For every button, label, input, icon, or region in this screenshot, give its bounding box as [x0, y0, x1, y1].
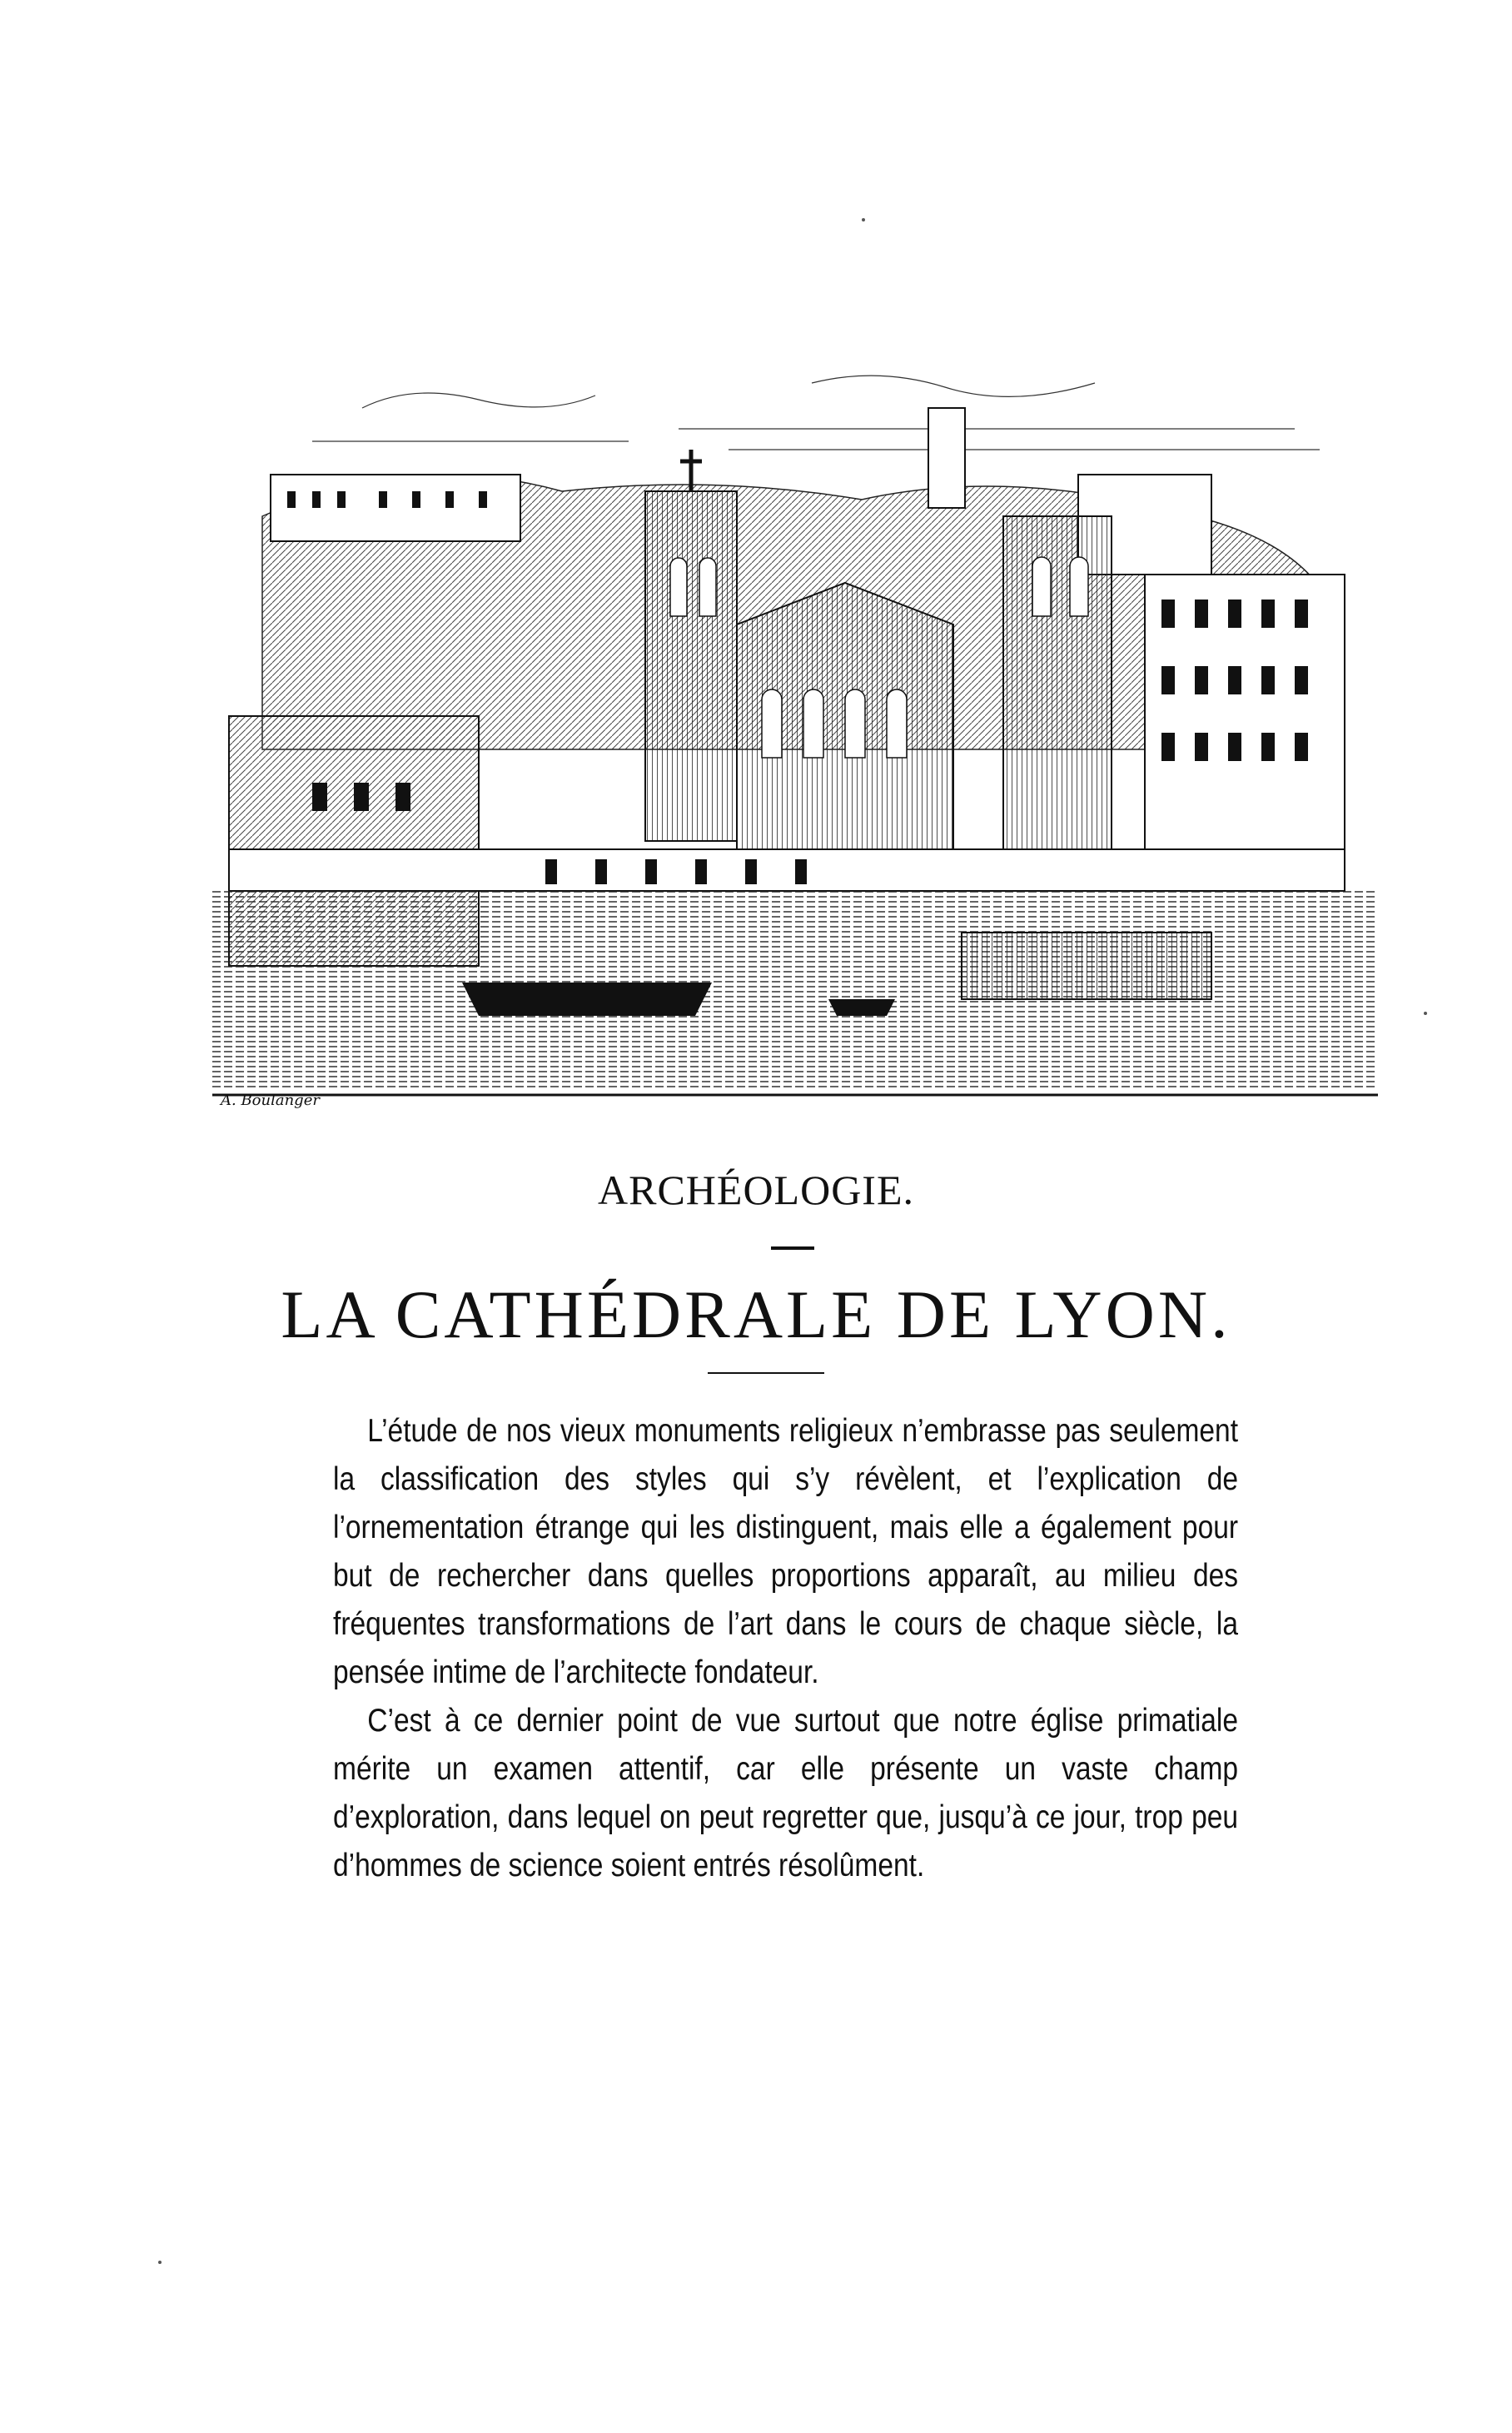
cathedral-left-tower	[645, 491, 737, 841]
article-body	[333, 1407, 1238, 1890]
engraver-signature: A. Boulanger	[221, 1092, 320, 1109]
quay-wall	[229, 849, 1345, 891]
paragraph: L’étude de nos vieux monuments religieux n’embrasse pas seulement la classification des styles qui s’y révèlent, et l’explication de l’ornementation étrange qui les distinguent, mais elle a également pour but de rechercher dans quelles proportions apparaît, au milieu des fréquentes transformations de l’art dans le cours de chaque siècle, la pensée intime de l’architecte fondateur.	[333, 1413, 1239, 1690]
distant-tower	[928, 408, 965, 508]
paragraph: C’est à ce dernier point de vue surtout que notre église primatiale mérite un examen attentif, car elle présente un vaste champ d’exploration, dans lequel on peut regretter que, jusqu’à ce jour, trop peu d’hommes de science soient entrés résolûment.	[333, 1703, 1239, 1883]
page-title: LA CATHÉDRALE DE LYON.	[281, 1276, 1231, 1352]
short-rule	[771, 1246, 814, 1250]
boat-left	[462, 983, 712, 1016]
ink-speck	[862, 218, 865, 221]
ink-speck	[158, 2261, 162, 2264]
title-rule	[708, 1372, 824, 1374]
boat-small	[828, 999, 895, 1016]
section-heading: ARCHÉOLOGIE.	[597, 1167, 915, 1213]
cathedral-right-tower	[1003, 516, 1112, 849]
floating-wash-house	[962, 933, 1211, 999]
engraving-drawing	[212, 350, 1378, 1116]
cathedral-engraving	[212, 350, 1378, 1116]
sky-lines	[312, 376, 1320, 450]
ink-speck	[1424, 1012, 1427, 1015]
